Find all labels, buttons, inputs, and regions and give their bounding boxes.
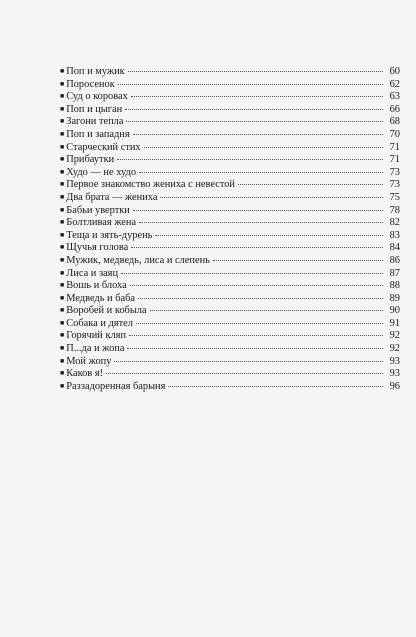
bullet-icon: ■: [60, 205, 65, 214]
toc-entry-page-number: 86: [389, 254, 400, 266]
bullet-icon: ■: [60, 331, 65, 340]
toc-entry: [60, 318, 400, 331]
dot-leader: [138, 297, 383, 299]
toc-entry-title: Лиса и заяц: [66, 267, 119, 279]
toc-entry-title: Мой жопу: [66, 355, 112, 367]
bullet-icon: ■: [60, 104, 65, 113]
toc-entry-title: Суд о коровах: [66, 91, 128, 103]
toc-entry-title: Мужик, медведь, лиса и слепень: [66, 254, 210, 266]
toc-entry: [60, 79, 400, 92]
toc-entry: [60, 167, 400, 180]
toc-entry-page-number: 78: [389, 204, 400, 216]
bullet-icon: ■: [60, 180, 65, 189]
dot-leader: [160, 196, 383, 198]
toc-entry-title: Вошь и блоха: [66, 280, 127, 292]
dot-leader: [127, 347, 383, 349]
toc-entry: [60, 242, 400, 255]
toc-entry: [60, 293, 400, 306]
dot-leader: [136, 322, 383, 324]
toc-entry-title: Загони тепла: [66, 116, 124, 128]
bullet-icon: ■: [60, 155, 65, 164]
toc-entry-page-number: 89: [389, 292, 400, 304]
toc-entry-page-number: 87: [389, 267, 400, 279]
toc-entry-page-number: 92: [389, 330, 400, 342]
bullet-icon: ■: [60, 92, 65, 101]
toc-entry-page-number: 63: [389, 91, 400, 103]
dot-leader: [139, 171, 383, 173]
toc-entry: [60, 217, 400, 230]
toc-entry: [60, 66, 400, 79]
toc-entry-page-number: 90: [389, 305, 400, 317]
toc-entry-title: Воробей и кобыла: [66, 305, 147, 317]
toc-entry: [60, 104, 400, 117]
toc-entry-title: Поп и западня: [66, 128, 130, 140]
toc-entry-page-number: 62: [389, 78, 400, 90]
toc-entry-title: П...да и жопа: [66, 343, 125, 355]
toc-entry-page-number: 68: [389, 116, 400, 128]
toc-entry-page-number: 91: [389, 317, 400, 329]
toc-entry: [60, 179, 400, 192]
toc-entry-page-number: 71: [389, 141, 400, 153]
bullet-icon: ■: [60, 306, 65, 315]
dot-leader: [133, 209, 383, 211]
toc-entry: [60, 255, 400, 268]
toc-entry-title: Болтливая жена: [66, 217, 137, 229]
bullet-icon: ■: [60, 218, 65, 227]
toc-entry-page-number: 75: [389, 191, 400, 203]
toc-entry-page-number: 82: [389, 217, 400, 229]
dot-leader: [238, 183, 383, 185]
bullet-icon: ■: [60, 192, 65, 201]
toc-entry-title: Худо — не худо: [66, 166, 137, 178]
toc-entry-title: Два брата — жениха: [66, 191, 158, 203]
dot-leader: [139, 221, 383, 223]
toc-entry-title: Собака и дятел: [66, 317, 133, 329]
dot-leader: [150, 309, 383, 311]
dot-leader: [114, 360, 383, 362]
bullet-icon: ■: [60, 268, 65, 277]
bullet-icon: ■: [60, 356, 65, 365]
toc-entry-page-number: 71: [389, 154, 400, 166]
dot-leader: [130, 284, 383, 286]
toc-entry: [60, 142, 400, 155]
dot-leader: [128, 70, 383, 72]
toc-entry: [60, 116, 400, 129]
dot-leader: [118, 83, 383, 85]
toc-entry: [60, 280, 400, 293]
dot-leader: [144, 146, 383, 148]
toc-entry: [60, 205, 400, 218]
bullet-icon: ■: [60, 318, 65, 327]
toc-entry-title: Старческий стих: [66, 141, 141, 153]
toc-entry-title: Поросенок: [66, 78, 115, 90]
toc-entry: [60, 368, 400, 381]
toc-entry-title: Прибаутки: [66, 154, 115, 166]
toc-entry-page-number: 60: [389, 66, 400, 77]
toc-entry-title: Теща и зять-дурень: [66, 229, 153, 241]
toc-entry: [60, 154, 400, 167]
toc-entry-title: Щучья голова: [66, 242, 129, 254]
toc-entry-page-number: 93: [389, 368, 400, 380]
bullet-icon: ■: [60, 167, 65, 176]
toc-entry: [60, 356, 400, 369]
bullet-icon: ■: [60, 230, 65, 239]
dot-leader: [126, 120, 383, 122]
bullet-icon: ■: [60, 129, 65, 138]
bullet-icon: ■: [60, 293, 65, 302]
bullet-icon: ■: [60, 67, 65, 75]
dot-leader: [131, 246, 383, 248]
dot-leader: [117, 158, 383, 160]
bullet-icon: ■: [60, 344, 65, 353]
toc-entry-page-number: 66: [389, 103, 400, 115]
bullet-icon: ■: [60, 79, 65, 88]
bullet-icon: ■: [60, 381, 65, 390]
toc-entry: [60, 230, 400, 243]
bullet-icon: ■: [60, 369, 65, 378]
toc-entry-page-number: 88: [389, 280, 400, 292]
bullet-icon: ■: [60, 142, 65, 151]
dot-leader: [155, 234, 383, 236]
toc-entry-page-number: 73: [389, 166, 400, 178]
bullet-icon: ■: [60, 281, 65, 290]
dot-leader: [129, 334, 383, 336]
bullet-icon: ■: [60, 117, 65, 126]
toc-entry-page-number: 73: [389, 179, 400, 191]
dot-leader: [213, 259, 383, 261]
dot-leader: [106, 372, 383, 374]
toc-entry-title: Горячий кляп: [66, 330, 127, 342]
toc-entry-page-number: 96: [389, 380, 400, 392]
dot-leader: [131, 95, 383, 97]
toc-entry-title: Медведь и баба: [66, 292, 135, 304]
dot-leader: [121, 272, 383, 274]
table-of-contents: [60, 66, 400, 393]
dot-leader: [125, 108, 383, 110]
toc-entry: [60, 91, 400, 104]
toc-entry-page-number: 84: [389, 242, 400, 254]
toc-entry-title: Бабьи увертки: [66, 204, 130, 216]
dot-leader: [168, 385, 383, 387]
toc-entry: [60, 343, 400, 356]
toc-entry-page-number: 70: [389, 128, 400, 140]
toc-entry: [60, 381, 400, 394]
toc-entry-page-number: 83: [389, 229, 400, 241]
toc-entry-title: Каков я!: [66, 368, 104, 380]
toc-entry-page-number: 92: [389, 343, 400, 355]
toc-entry-title: Поп и мужик: [66, 66, 125, 77]
toc-entry: [60, 330, 400, 343]
toc-entry: [60, 129, 400, 142]
bullet-icon: ■: [60, 243, 65, 252]
toc-entry-page-number: 93: [389, 355, 400, 367]
toc-entry: [60, 268, 400, 281]
toc-entry-title: Первое знакомство жениха с невестой: [66, 179, 235, 191]
toc-entry: [60, 305, 400, 318]
bullet-icon: ■: [60, 255, 65, 264]
toc-entry: [60, 192, 400, 205]
dot-leader: [133, 133, 383, 135]
toc-entry-title: Поп и цыган: [66, 103, 123, 115]
toc-entry-title: Раззадоренная барыня: [66, 380, 166, 392]
